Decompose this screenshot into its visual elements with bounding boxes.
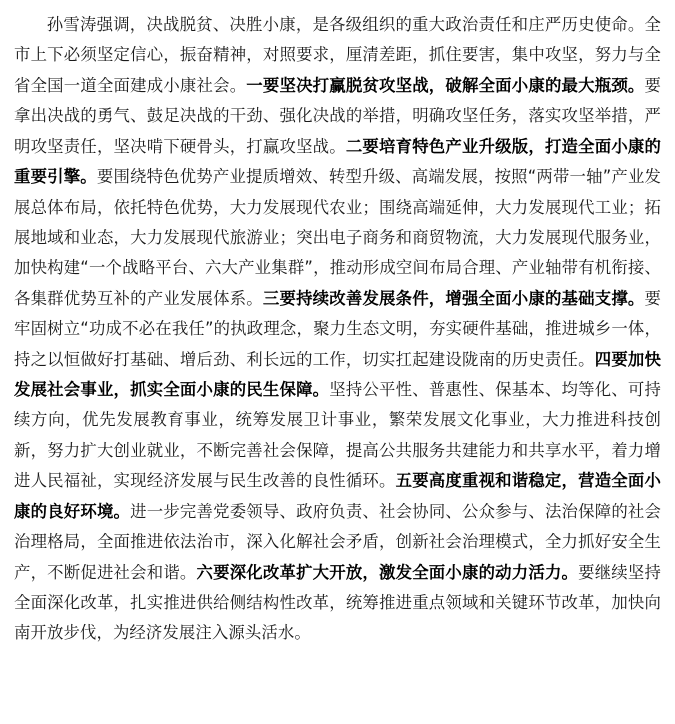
body-segment-emphasis: 三要持续改善发展条件，增强全面小康的基础支撑。: [262, 288, 645, 308]
body-segment: 进一步完善党委领导、政府负责、社会协同、公众参与、法治保障的社会治理格局，全面推进依法治市，深入化解社会矛盾，创新社会治理模式，全力抓好安全生产，不断促进社会和谐。: [14, 501, 662, 582]
article-body: [14, 10, 661, 649]
body-segment: 要拿出决战的勇气、鼓足决战的干劲、强化决战的举措，明确攻坚任务，落实攻坚举措，严明攻坚责任，坚决啃下硬骨头，打赢攻坚战。: [14, 75, 661, 156]
body-segment-emphasis: 二要培育特色产业升级版，打造全面小康的重要引擎。: [14, 136, 661, 187]
body-segment: 要继续坚持全面深化改革，扎实推进供给侧结构性改革，统筹推进重点领域和关键环节改革，加快向南开放步伐，为经济发展注入源头活水。: [14, 562, 661, 643]
body-segment: 要围绕特色优势产业提质增效、转型升级、高端发展，按照“两带一轴”产业发展总体布局，依托特色优势，大力发展现代农业；围绕高端延伸，大力发展现代工业；拓展地域和业态，大力发展现代旅游业；突出电子商务和商贸物流，大力发展现代服务业，加快构建“一个战略平台、六大产业集群”，推动形成空间布局合理、产业轴带有机衔接、各集群优势互补的产业发展体系。: [14, 167, 662, 308]
body-segment-emphasis: 四要加快发展社会事业，抓实全面小康的民生保障。: [14, 349, 662, 400]
body-segment: 孙雪涛强调，决战脱贫、决胜小康，是各级组织的重大政治责任和庄严历史使命。全市上下必须坚定信心，振奋精神，对照要求，厘清差距，抓住要害，集中攻坚，努力与全省全国一道全面建成小康社会。: [14, 15, 661, 95]
body-segment-emphasis: 一要坚决打赢脱贫攻坚战，破解全面小康的最大瓶颈。: [246, 75, 645, 95]
body-segment: 坚持公平性、普惠性、保基本、均等化、可持续方向，优先发展教育事业，统筹发展卫计事业，繁荣发展文化事业，大力推进科技创新，努力扩大创业就业，不断完善社会保障，提高公共服务共建能力和共享水平，着力增进人民福祉，实现经济发展与民生改善的良性循环。: [14, 380, 662, 491]
body-segment-emphasis: 六要深化改革扩大开放，激发全面小康的动力活力。: [196, 562, 579, 582]
body-segment: 要牢固树立“功成不必在我任”的执政理念，聚力生态文明，夯实硬件基础，推进城乡一体，持之以恒做好打基础、增后劲、利长远的工作，切实扛起建设陇南的历史责任。: [14, 288, 661, 369]
body-segment-emphasis: 五要高度重视和谐稳定，营造全面小康的良好环境。: [14, 471, 661, 521]
